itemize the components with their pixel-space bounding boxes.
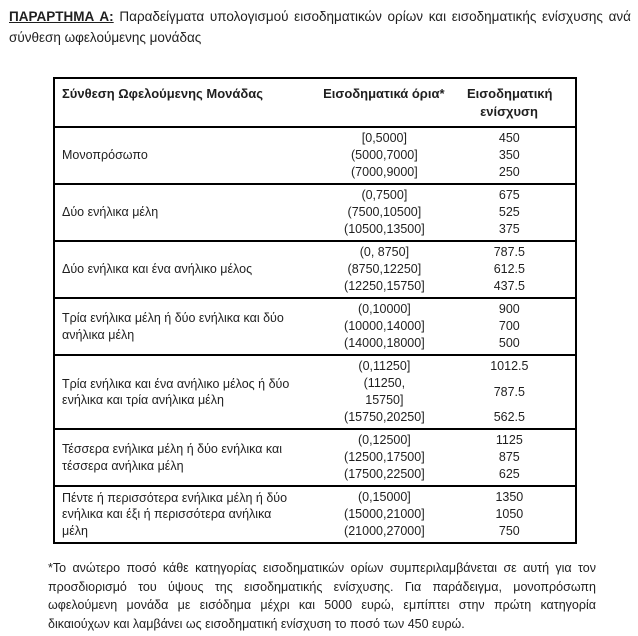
page-title — [9, 7, 631, 48]
support-value: 700 — [498, 319, 520, 333]
table-header-row — [55, 79, 575, 128]
support-value: 450 — [498, 131, 520, 145]
limit-line: (0, 8750] — [359, 245, 410, 259]
composition-cell — [55, 430, 301, 485]
header-income-support-label: Εισοδηματική ενίσχυση — [467, 86, 553, 119]
limit-line: (10500,13500] — [344, 222, 425, 236]
appendix-label: ΠΑΡΑΡΤΗΜΑ Α: — [9, 9, 114, 24]
support-value: 350 — [498, 148, 520, 162]
income-support-cell — [468, 487, 575, 542]
limit-line: (12250,15750] — [344, 279, 425, 293]
composition-text: Δύο ενήλικα μέλη — [62, 205, 159, 220]
table-row — [55, 299, 575, 356]
limit-line: (0,11250] — [358, 359, 411, 373]
header-composition — [55, 79, 301, 126]
support-value: 562.5 — [493, 410, 525, 424]
limit-line: (15000,21000] — [344, 507, 425, 521]
limit-line: (15750,20250] — [344, 410, 425, 424]
composition-cell — [55, 487, 301, 542]
header-income-limits-label: Εισοδηματικά όρια* — [323, 86, 445, 101]
limit-line: 15750] — [365, 393, 404, 407]
composition-text: Τέσσερα ενήλικα μέλη ή δύο ενήλικα και τέσσερα ανήλικα μέλη — [62, 442, 283, 473]
support-value: 525 — [498, 205, 520, 219]
composition-text: Τρία ενήλικα και ένα ανήλικο μέλος ή δύο ενήλικα και τρία ανήλικα μέλη — [62, 376, 290, 407]
table-row — [55, 430, 575, 487]
table-row — [55, 487, 575, 542]
support-value: 250 — [498, 165, 520, 179]
support-value: 1050 — [495, 507, 524, 521]
support-value: 625 — [498, 467, 520, 481]
income-limits-cell — [301, 128, 468, 183]
composition-text: Δύο ενήλικα και ένα ανήλικο μέλος — [62, 262, 253, 277]
composition-cell — [55, 242, 301, 297]
support-value: 750 — [498, 524, 520, 538]
limit-line: (0,12500] — [357, 433, 411, 447]
limit-line: (14000,18000] — [344, 336, 425, 350]
page-title-text: Παραδείγματα υπολογισμού εισοδηματικών ορίων και εισοδηματικής ενίσχυσης ανά σύνθεση ωφελούμενης μονάδας — [9, 9, 631, 45]
footnote: *Το ανώτερο ποσό κάθε κατηγορίας εισοδηματικών ορίων συμπεριλαμβάνεται σε αυτή για τον προσδιορισμό του ύψους της εισοδηματικής ενίσχυσης. Για παράδειγμα, μονοπρόσωπη ωφελούμενη μονάδα με εισόδημα μέχρι και 5000 ευρώ, εμπίπτει στην πρώτη κατηγορία δικαιούχων και λαμβάνει ως εισοδηματική ενίσχυση το ποσό των 450 ευρώ. — [48, 561, 596, 631]
income-support-cell — [468, 299, 575, 354]
support-value: 675 — [498, 188, 520, 202]
table-row — [55, 356, 575, 430]
income-limits-cell — [301, 487, 468, 542]
limit-line: (5000,7000] — [351, 148, 418, 162]
support-value: 612.5 — [493, 262, 525, 276]
income-limits-cell — [301, 242, 468, 297]
support-value: 875 — [498, 450, 520, 464]
income-limits-cell — [301, 430, 468, 485]
support-value: 787.5 — [493, 245, 525, 259]
income-limits-cell — [301, 299, 468, 354]
header-income-support — [467, 79, 575, 126]
composition-cell — [55, 299, 301, 354]
header-composition-label: Σύνθεση Ωφελούμενης Μονάδας — [62, 86, 264, 101]
table-row — [55, 128, 575, 185]
composition-text: Τρία ενήλικα μέλη ή δύο ενήλικα και δύο ανήλικα μέλη — [62, 311, 284, 342]
support-value: 500 — [498, 336, 520, 350]
limit-line: (7000,9000] — [351, 165, 418, 179]
composition-cell — [55, 185, 301, 240]
support-value: 437.5 — [493, 279, 525, 293]
income-limits-cell — [301, 356, 468, 428]
income-support-cell — [468, 430, 575, 485]
limit-line: (0,10000] — [357, 302, 411, 316]
limit-line: (8750,12250] — [347, 262, 422, 276]
income-limits-cell — [301, 185, 468, 240]
limit-line: (0,15000] — [357, 490, 411, 504]
composition-text: Μονοπρόσωπο — [62, 148, 148, 163]
limit-line: (11250, — [363, 376, 406, 390]
composition-cell — [55, 356, 301, 428]
composition-cell — [55, 128, 301, 183]
limit-line: (21000,27000] — [344, 524, 425, 538]
table-row — [55, 242, 575, 299]
income-support-cell — [468, 185, 575, 240]
composition-text: Πέντε ή περισσότερα ενήλικα μέλη ή δύο ενήλικα και έξι ή περισσότερα ανήλικα μέλη — [62, 490, 288, 538]
header-income-limits — [301, 79, 467, 126]
limit-line: (12500,17500] — [344, 450, 425, 464]
support-value: 1125 — [495, 433, 523, 447]
income-support-cell — [468, 128, 575, 183]
limit-line: (17500,22500] — [344, 467, 425, 481]
support-value: 1012.5 — [490, 359, 529, 373]
table-row — [55, 185, 575, 242]
income-limits-table — [53, 77, 577, 544]
support-value: 375 — [498, 222, 520, 236]
limit-line: (7500,10500] — [347, 205, 422, 219]
limit-line: (10000,14000] — [344, 319, 425, 333]
income-support-cell — [468, 356, 575, 428]
limit-line: (0,7500] — [361, 188, 408, 202]
support-value: 787.5 — [493, 384, 525, 399]
limit-line: [0,5000] — [361, 131, 407, 145]
support-value: 1350 — [495, 490, 524, 504]
support-value: 900 — [498, 302, 520, 316]
income-support-cell — [468, 242, 575, 297]
